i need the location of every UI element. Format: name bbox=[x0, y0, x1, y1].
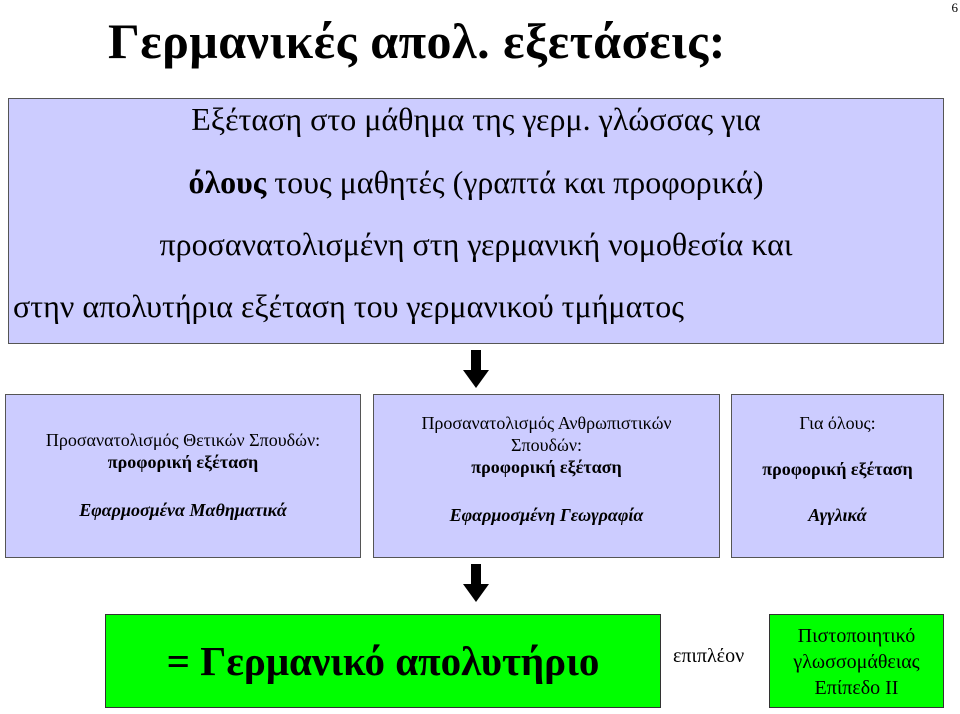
page-number: 6 bbox=[951, 0, 958, 15]
certificate-line-2: γλωσσομάθειας bbox=[793, 651, 920, 673]
humanities-stream-heading: Προσανατολισμός Ανθρωπιστικών Σπουδών: bbox=[421, 413, 672, 455]
all-students-heading: Για όλους: bbox=[799, 413, 876, 433]
science-stream-box bbox=[5, 394, 361, 558]
intro-box bbox=[8, 98, 944, 344]
result-box: = Γερμανικό απολυτήριο bbox=[105, 614, 661, 708]
certificate-box bbox=[769, 614, 944, 708]
all-students-exam: προφορική εξέταση bbox=[762, 459, 913, 479]
intro-line-2 bbox=[9, 164, 943, 201]
humanities-stream-box bbox=[373, 394, 720, 558]
humanities-stream-exam: προφορική εξέταση bbox=[471, 457, 622, 477]
intro-emphasis: όλους bbox=[188, 164, 267, 200]
science-stream-heading: Προσανατολισμός Θετικών Σπουδών: bbox=[45, 430, 321, 450]
all-students-box bbox=[731, 394, 944, 558]
science-stream-subject: Εφαρμοσμένα Μαθηματικά bbox=[79, 500, 287, 520]
science-stream-exam: προφορική εξέταση bbox=[107, 452, 259, 472]
certificate-line-1: Πιστοποιητικό bbox=[797, 625, 916, 647]
down-arrow-icon bbox=[463, 350, 489, 388]
down-arrow-icon bbox=[463, 564, 489, 602]
intro-line-1: Εξέταση στο μάθημα της γερμ. γλώσσας για bbox=[191, 101, 761, 137]
all-students-subject: Αγγλικά bbox=[808, 505, 867, 525]
slide-title: Γερμανικές απολ. εξετάσεις: bbox=[108, 13, 726, 69]
humanities-stream-subject: Εφαρμοσμένη Γεωγραφία bbox=[449, 505, 644, 525]
intro-line-3: προσανατολισμένη στη γερμανική νομοθεσία και bbox=[159, 226, 793, 262]
certificate-line-3: Επίπεδο ΙΙ bbox=[814, 677, 899, 699]
intro-line-4: στην απολυτήρια εξέταση του γερμανικού τμήματος bbox=[13, 288, 684, 324]
intro-line-2-rest: τους μαθητές (γραπτά και προφορικά) bbox=[266, 164, 764, 200]
extra-label: επιπλέον bbox=[673, 645, 745, 667]
